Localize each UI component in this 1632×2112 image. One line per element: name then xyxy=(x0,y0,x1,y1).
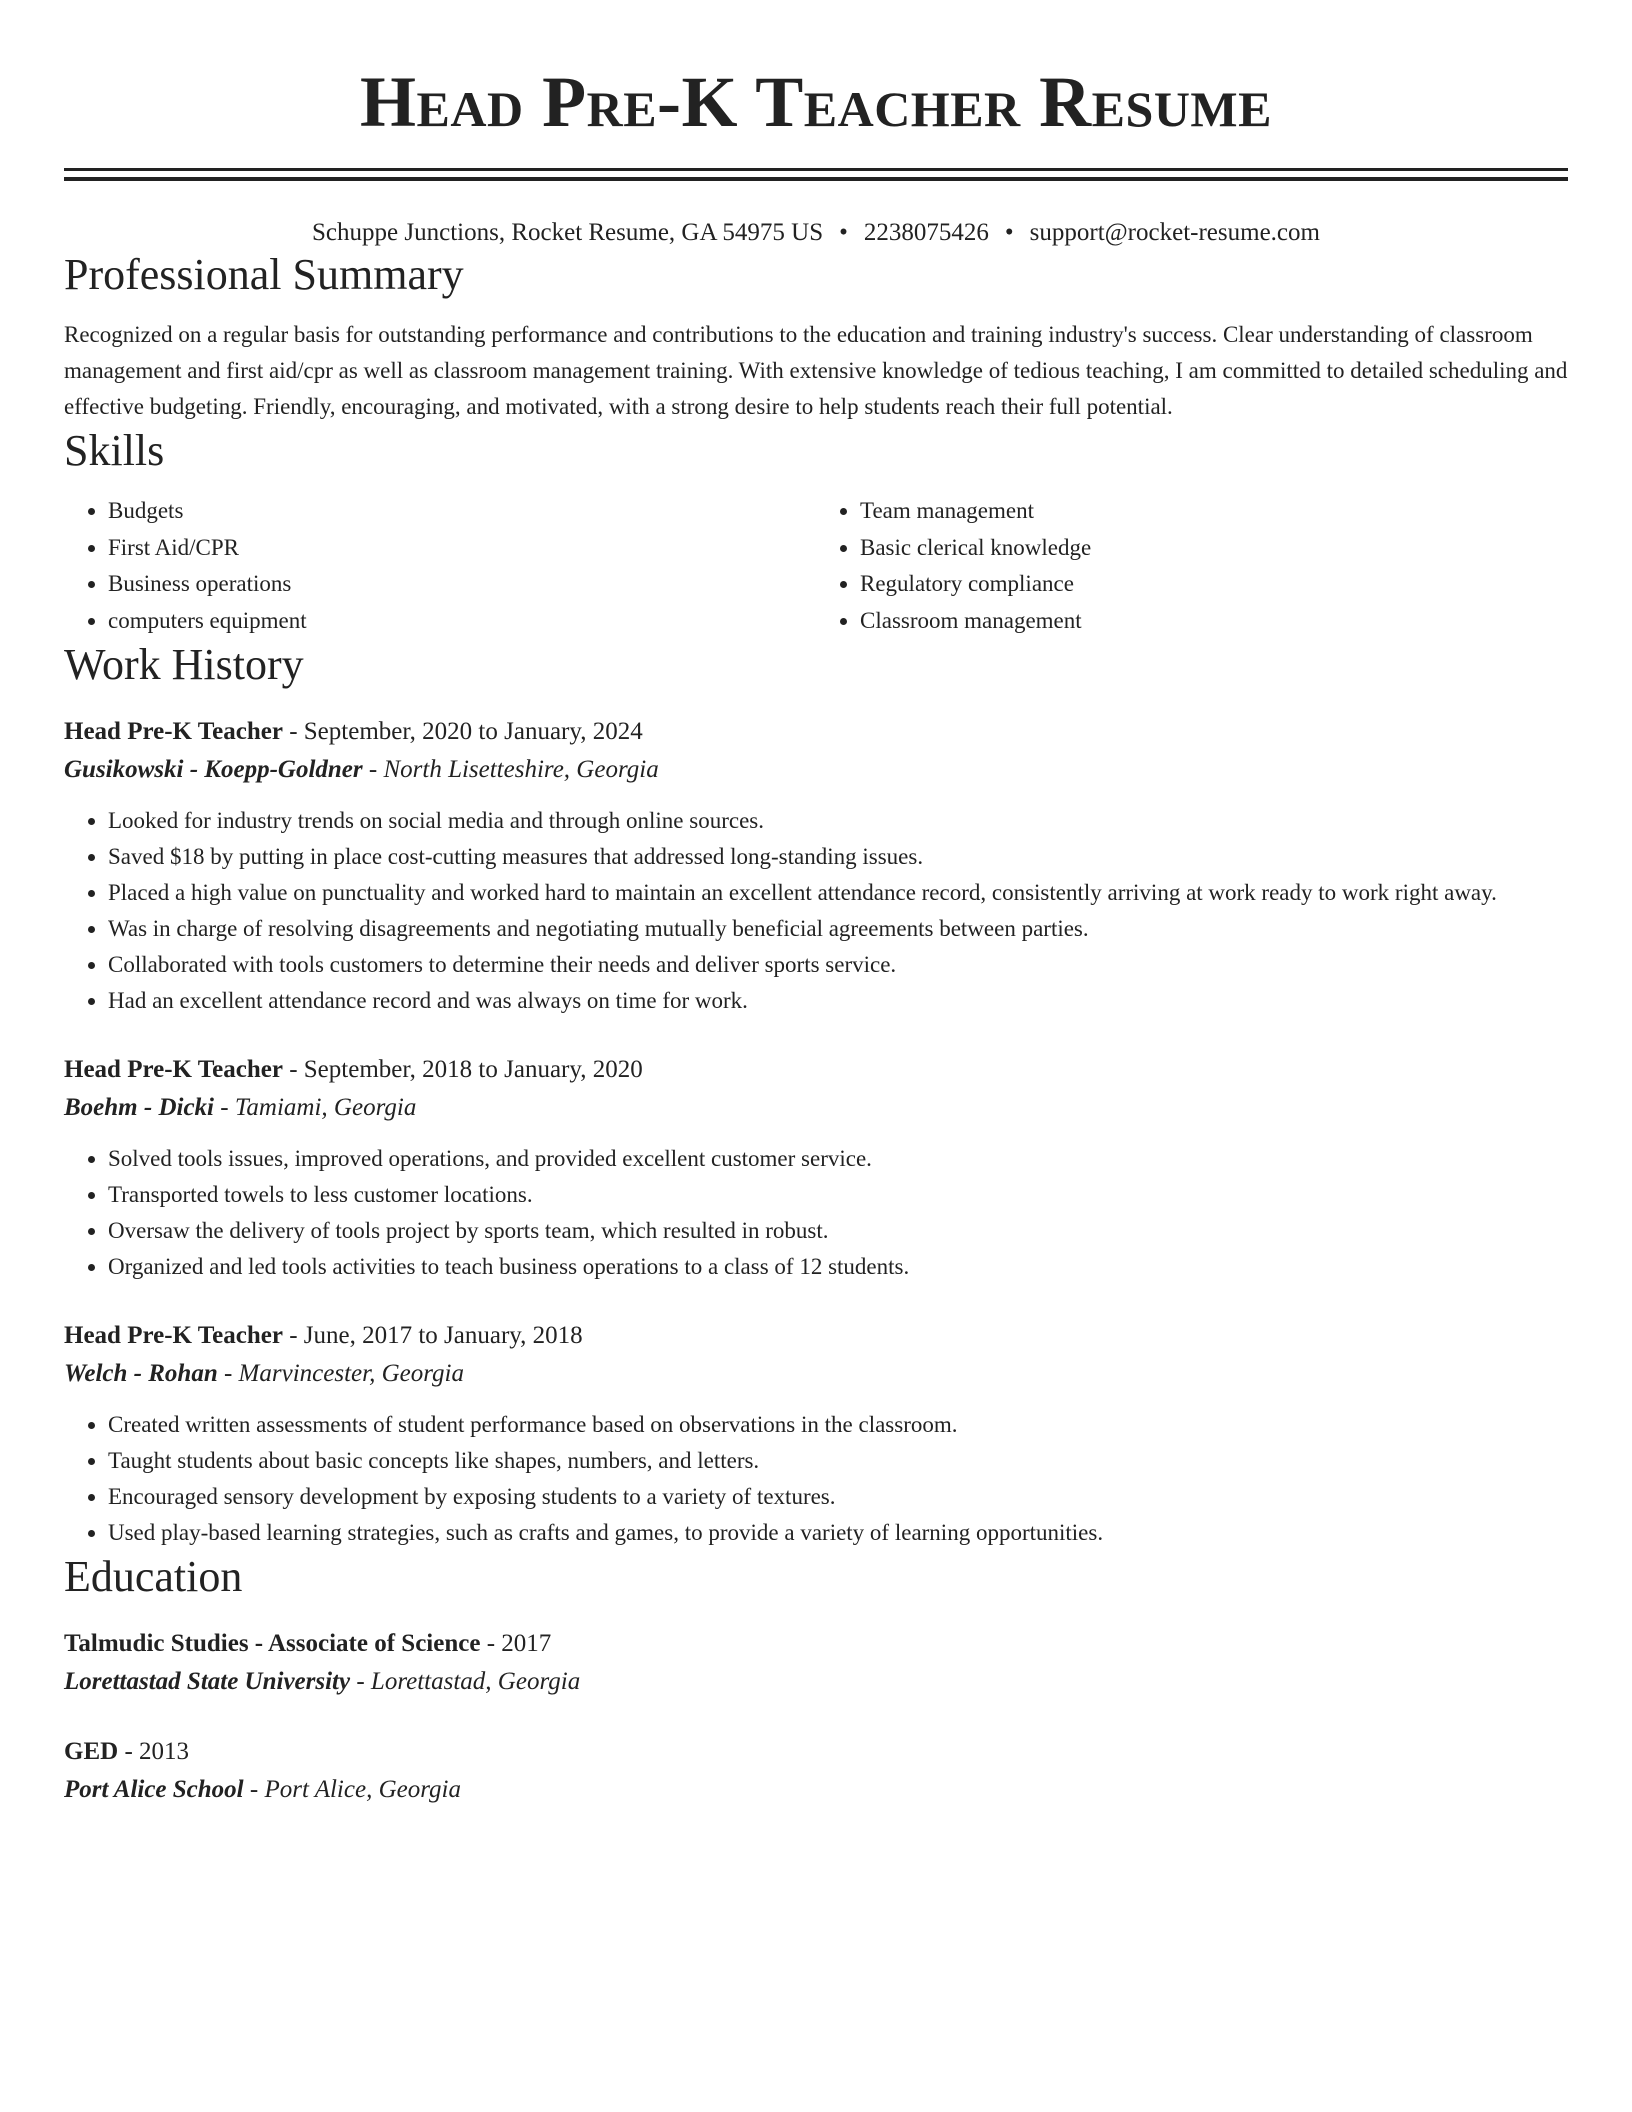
list-item: • Created written assessments of student performance based on observations in the classroom. xyxy=(108,1407,1568,1443)
summary-heading: Professional Summary xyxy=(64,250,464,299)
degree-line xyxy=(64,1625,1568,1663)
list-item: • Saved $18 by putting in place cost-cutting measures that addressed long-standing issues. xyxy=(108,839,1568,875)
degree-year: - 2013 xyxy=(118,1738,190,1765)
job-location: - North Lisetteshire, Georgia xyxy=(362,756,659,783)
list-item: • Solved tools issues, improved operations, and provided excellent customer service. xyxy=(108,1141,1568,1177)
job-location: - Tamiami, Georgia xyxy=(214,1094,417,1121)
job-company-line xyxy=(64,1355,1568,1393)
skills-column-right xyxy=(816,493,1568,639)
degree-line xyxy=(64,1733,1568,1771)
list-item: • Looked for industry trends on social media and through online sources. xyxy=(108,803,1568,839)
list-item: • Placed a high value on punctuality and worked hard to maintain an excellent attendance record, consistently arriving at work ready to work right away. xyxy=(108,875,1568,911)
bullet-separator: • xyxy=(1004,219,1014,246)
bullet-separator: • xyxy=(839,219,848,246)
skill-item: • Team management xyxy=(860,493,1568,530)
school: Port Alice School xyxy=(64,1776,244,1803)
skill-item: • Basic clerical knowledge xyxy=(860,530,1568,567)
job-bullets xyxy=(64,1141,1568,1285)
list-item: • Encouraged sensory development by exposing students to a variety of textures. xyxy=(108,1479,1568,1515)
job-entry xyxy=(64,1317,1568,1551)
skills-heading: Skills xyxy=(64,426,165,475)
title-divider xyxy=(64,168,1568,181)
list-item: • Transported towels to less customer locations. xyxy=(108,1177,1568,1213)
job-company: Welch - Rohan xyxy=(64,1360,218,1387)
job-title-line xyxy=(64,1317,1568,1355)
job-title-line xyxy=(64,713,1568,751)
list-item: • Collaborated with tools customers to determine their needs and deliver sports service. xyxy=(108,947,1568,983)
job-dates: - September, 2018 to January, 2020 xyxy=(282,1056,643,1083)
school-location: - Lorettastad, Georgia xyxy=(350,1668,581,1695)
divider-line-thin xyxy=(64,168,1568,171)
skills-list xyxy=(64,493,1568,639)
divider-line-thick xyxy=(64,177,1568,181)
list-item: • Organized and led tools activities to teach business operations to a class of 12 students. xyxy=(108,1249,1568,1285)
degree: GED xyxy=(64,1738,119,1765)
job-entry xyxy=(64,713,1568,1019)
skill-item: • Budgets xyxy=(108,493,816,530)
job-company-line xyxy=(64,751,1568,789)
skills-column-left xyxy=(64,493,816,639)
job-bullets xyxy=(64,1407,1568,1551)
job-dates: - September, 2020 to January, 2024 xyxy=(282,718,643,745)
school: Lorettastad State University xyxy=(64,1668,351,1695)
list-item: • Was in charge of resolving disagreements and negotiating mutually beneficial agreements between parties. xyxy=(108,911,1568,947)
job-company-line xyxy=(64,1089,1568,1127)
contact-phone: 2238075426 xyxy=(863,219,989,246)
education-entry xyxy=(64,1733,1568,1809)
skill-item: • Classroom management xyxy=(860,603,1568,640)
job-location: - Marvincester, Georgia xyxy=(217,1360,464,1387)
list-item: • Taught students about basic concepts like shapes, numbers, and letters. xyxy=(108,1443,1568,1479)
job-bullets xyxy=(64,803,1568,1019)
contact-line xyxy=(64,217,1568,249)
job-entry xyxy=(64,1051,1568,1285)
skill-item: • computers equipment xyxy=(108,603,816,640)
education-entry xyxy=(64,1625,1568,1701)
school-location: - Port Alice, Georgia xyxy=(243,1776,461,1803)
school-line xyxy=(64,1663,1568,1701)
contact-address: Schuppe Junctions, Rocket Resume, GA 54975 US xyxy=(312,219,824,246)
school-line xyxy=(64,1771,1568,1809)
education-heading: Education xyxy=(64,1552,243,1601)
job-company: Gusikowski - Koepp-Goldner xyxy=(64,756,363,783)
degree-year: - 2017 xyxy=(480,1630,552,1657)
job-company: Boehm - Dicki xyxy=(64,1094,214,1121)
degree: Talmudic Studies - Associate of Science xyxy=(64,1630,481,1657)
job-title: Head Pre-K Teacher xyxy=(64,718,283,745)
summary-text: Recognized on a regular basis for outstanding performance and contributions to the education and training industry's success. Clear understanding of classroom management and first aid/cpr as well as classroom management training. With extensive knowledge of tedious teaching, I am committed to detailed scheduling and effective budgeting. Friendly, encouraging, and motivated, with a strong desire to help students reach their full potential. xyxy=(64,322,1568,419)
skill-item: • Business operations xyxy=(108,566,816,603)
work-history-heading: Work History xyxy=(64,640,304,689)
resume-title: Head Pre-K Teacher Resume xyxy=(360,62,1272,142)
job-title: Head Pre-K Teacher xyxy=(64,1056,283,1083)
list-item: • Had an excellent attendance record and was always on time for work. xyxy=(108,983,1568,1019)
contact-email: support@rocket-resume.com xyxy=(1029,219,1320,246)
skill-item: • First Aid/CPR xyxy=(108,530,816,567)
skill-item: • Regulatory compliance xyxy=(860,566,1568,603)
job-title: Head Pre-K Teacher xyxy=(64,1322,283,1349)
list-item: • Oversaw the delivery of tools project by sports team, which resulted in robust. xyxy=(108,1213,1568,1249)
job-dates: - June, 2017 to January, 2018 xyxy=(282,1322,583,1349)
job-title-line xyxy=(64,1051,1568,1089)
list-item: • Used play-based learning strategies, such as crafts and games, to provide a variety of learning opportunities. xyxy=(108,1515,1568,1551)
